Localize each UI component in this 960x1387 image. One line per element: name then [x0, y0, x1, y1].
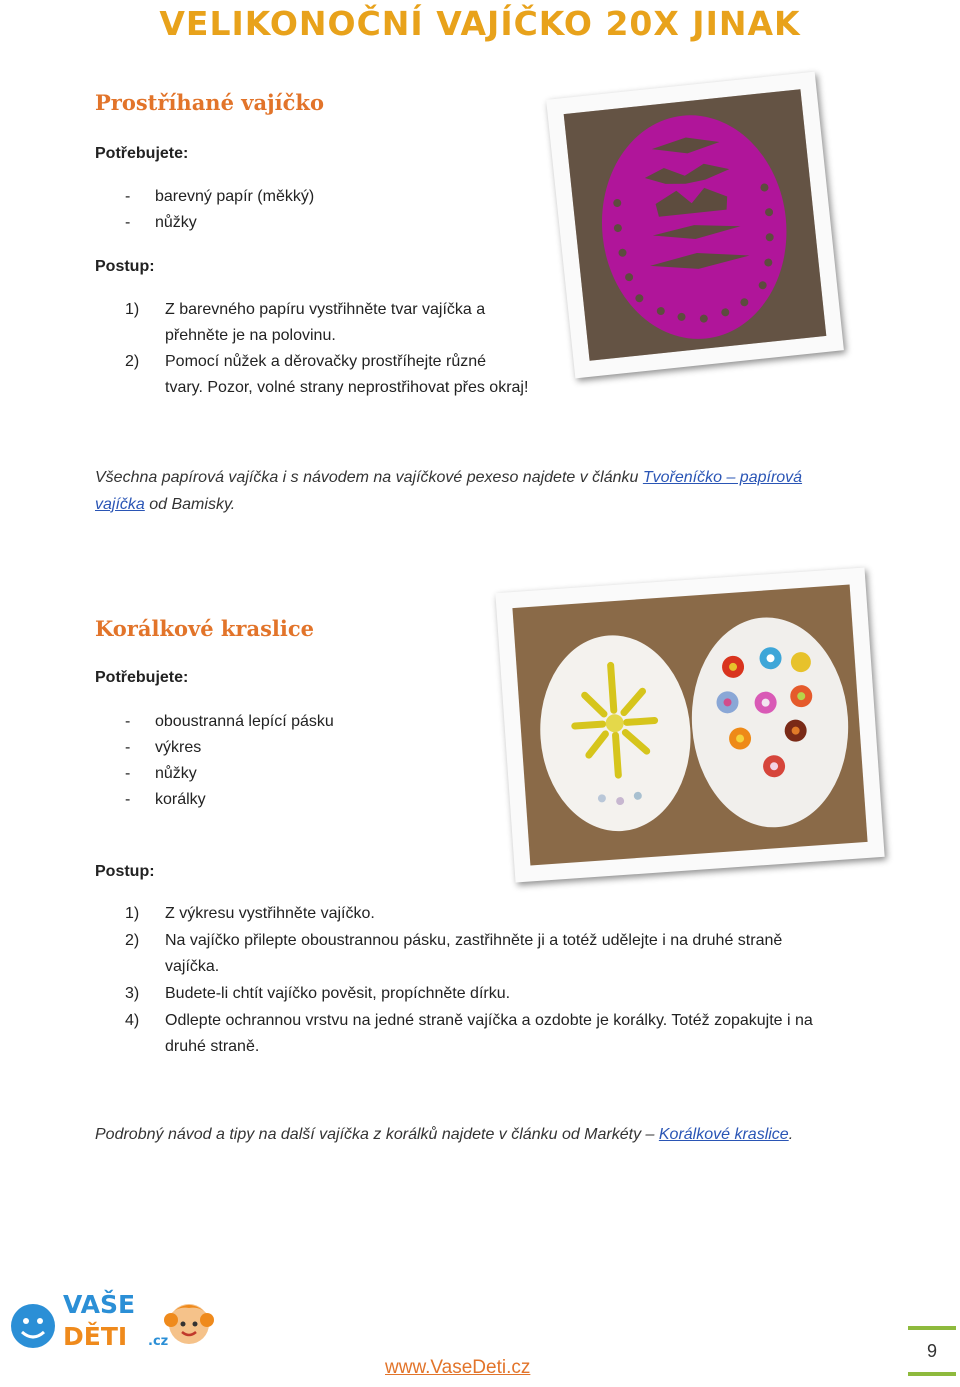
footer-url-link[interactable]: www.VaseDeti.cz [385, 1357, 531, 1378]
needs-list [125, 184, 314, 236]
step-item: 1) Z výkresu vystřihněte vajíčko. [125, 905, 375, 922]
photo-bead-eggs [495, 567, 884, 882]
page-number: 9 [908, 1326, 956, 1376]
steps-label: Postup: [95, 863, 155, 880]
logo-text-vase: VAŠE [63, 1290, 136, 1319]
photo-purple-egg [546, 72, 844, 379]
list-item: - oboustranná lepící pásku [125, 713, 334, 730]
step-item: 1) Z barevného papíru vystřihněte tvar vajíčka a přehněte je na polovinu. [125, 301, 486, 344]
link-tvorenicko[interactable]: Tvořeníčko – papírová vajíčka [95, 469, 803, 513]
step-item: 2) Na vajíčko přilepte oboustrannou pásku, zastřihněte ji a totéž udělejte i na druhé straně vajíčka. [125, 932, 783, 975]
vasedeti-logo[interactable] [5, 1290, 220, 1360]
needs-list [125, 709, 334, 813]
list-item: - výkres [125, 739, 202, 756]
step-item: 3) Budete-li chtít vajíčko pověsit, propíchněte dírku. [125, 985, 511, 1002]
list-item: - barevný papír (měkký) [125, 188, 315, 205]
needs-label: Potřebujete: [95, 145, 189, 162]
list-item: - nůžky [125, 765, 197, 782]
bead-eggs-image [495, 567, 884, 882]
section-title-prostrihane: Prostříhané vajíčko [95, 90, 324, 115]
needs-label: Potřebujete: [95, 669, 189, 686]
list-item: - korálky [125, 791, 206, 808]
logo-text-deti: DĚTI [63, 1322, 128, 1351]
section-title-koralkove: Korálkové kraslice [95, 616, 315, 641]
note-paragraph: Podrobný návod a tipy na další vajíčka z korálků najdete v článku od Markéty – Korálkové kraslice. [95, 1126, 794, 1143]
list-item: - nůžky [125, 214, 197, 231]
step-item: 4) Odlepte ochrannou vrstvu na jedné straně vajíčka a ozdobte je korálky. Totéž zopakujte i na druhé straně. [125, 1012, 813, 1055]
page-title: VELIKONOČNÍ VAJÍČKO 20X JINAK [159, 4, 801, 43]
step-item: 2) Pomocí nůžek a děrovačky prostříhejte různé tvary. Pozor, volné strany neprostřihovat přes okraj! [125, 353, 529, 396]
link-koralkove-kraslice[interactable]: Korálkové kraslice [658, 1126, 789, 1143]
note-paragraph: Všechna papírová vajíčka i s návodem na vajíčkové pexeso najdete v článku Tvořeníčko – papírová vajíčka od Bamisky. [95, 469, 803, 513]
steps-label: Postup: [95, 258, 155, 275]
logo-text-tld: .cz [148, 1334, 169, 1349]
purple-egg-image [546, 72, 844, 379]
